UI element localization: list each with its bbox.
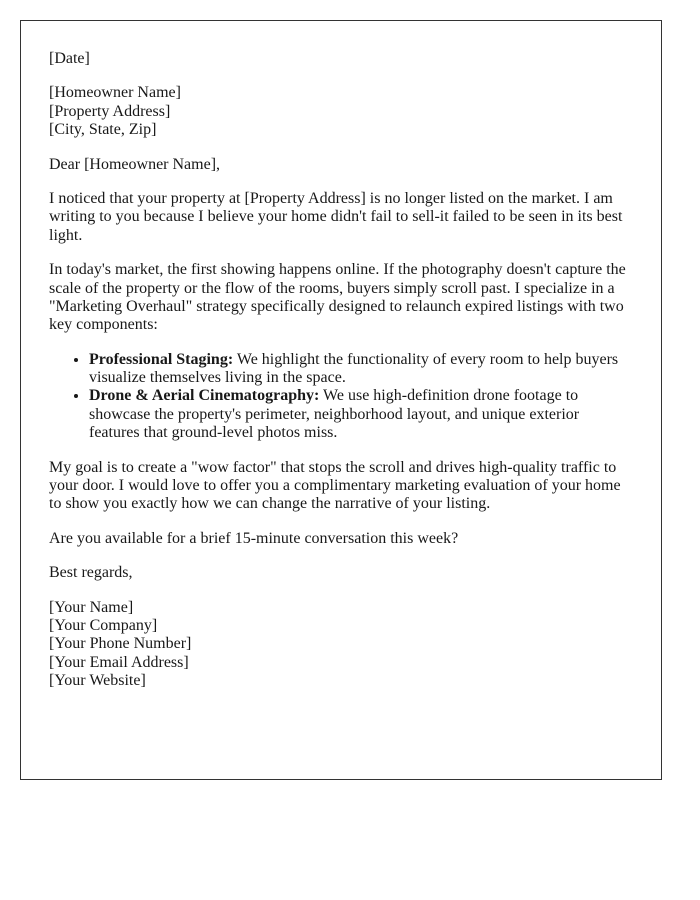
paragraph-goal: My goal is to create a "wow factor" that stops the scroll and drives high-quality traffic to your door. I would love to offer you a complimentary marketing evaluation of your home to show you exactly how we can change the narrative of your listing. [49, 458, 621, 513]
signature-block [49, 599, 631, 691]
recipient-city-state-zip-line: [City, State, Zip] [49, 121, 157, 139]
paragraph-question: Are you available for a brief 15-minute conversation this week? [49, 529, 459, 547]
paragraph-intro: I noticed that your property at [Property Address] is no longer listed on the market. I am writing to you because I believe your home didn't fail to sell-it failed to be seen in its best light. [49, 189, 623, 244]
list-item-professional-staging [89, 351, 631, 388]
signoff-line: Best regards, [49, 564, 133, 582]
signature-website-line: [Your Website] [49, 672, 146, 690]
recipient-name-line: [Homeowner Name] [49, 84, 181, 102]
bullet-text-drone-cinematography: We use high-definition drone footage to showcase the property's perimeter, neighborhood layout, and unique exterior features that ground-level photos miss. [89, 387, 580, 442]
recipient-address-line: [Property Address] [49, 102, 171, 120]
date-line: [Date] [49, 50, 90, 67]
recipient-block [49, 84, 631, 139]
salutation-line: Dear [Homeowner Name], [49, 155, 221, 173]
key-components-list [49, 351, 631, 443]
signature-company-line: [Your Company] [49, 616, 158, 634]
signature-phone-line: [Your Phone Number] [49, 635, 192, 653]
list-item-drone-cinematography [89, 387, 631, 442]
paragraph-market: In today's market, the first showing happens online. If the photography doesn't capture the scale of the property or the flow of the rooms, buyers simply scroll past. I specialize in a "Marketing Overhaul" strategy specifically designed to relaunch expired listings with two key components: [49, 261, 626, 334]
signature-name-line: [Your Name] [49, 598, 134, 616]
bullet-text-professional-staging: We highlight the functionality of every room to help buyers visualize themselves living in the space. [89, 350, 619, 387]
letter-page [20, 20, 662, 780]
bullet-lead-drone-cinematography: Drone & Aerial Cinematography: [89, 387, 320, 405]
bullet-lead-professional-staging: Professional Staging: [89, 350, 234, 368]
signature-email-line: [Your Email Address] [49, 653, 189, 671]
